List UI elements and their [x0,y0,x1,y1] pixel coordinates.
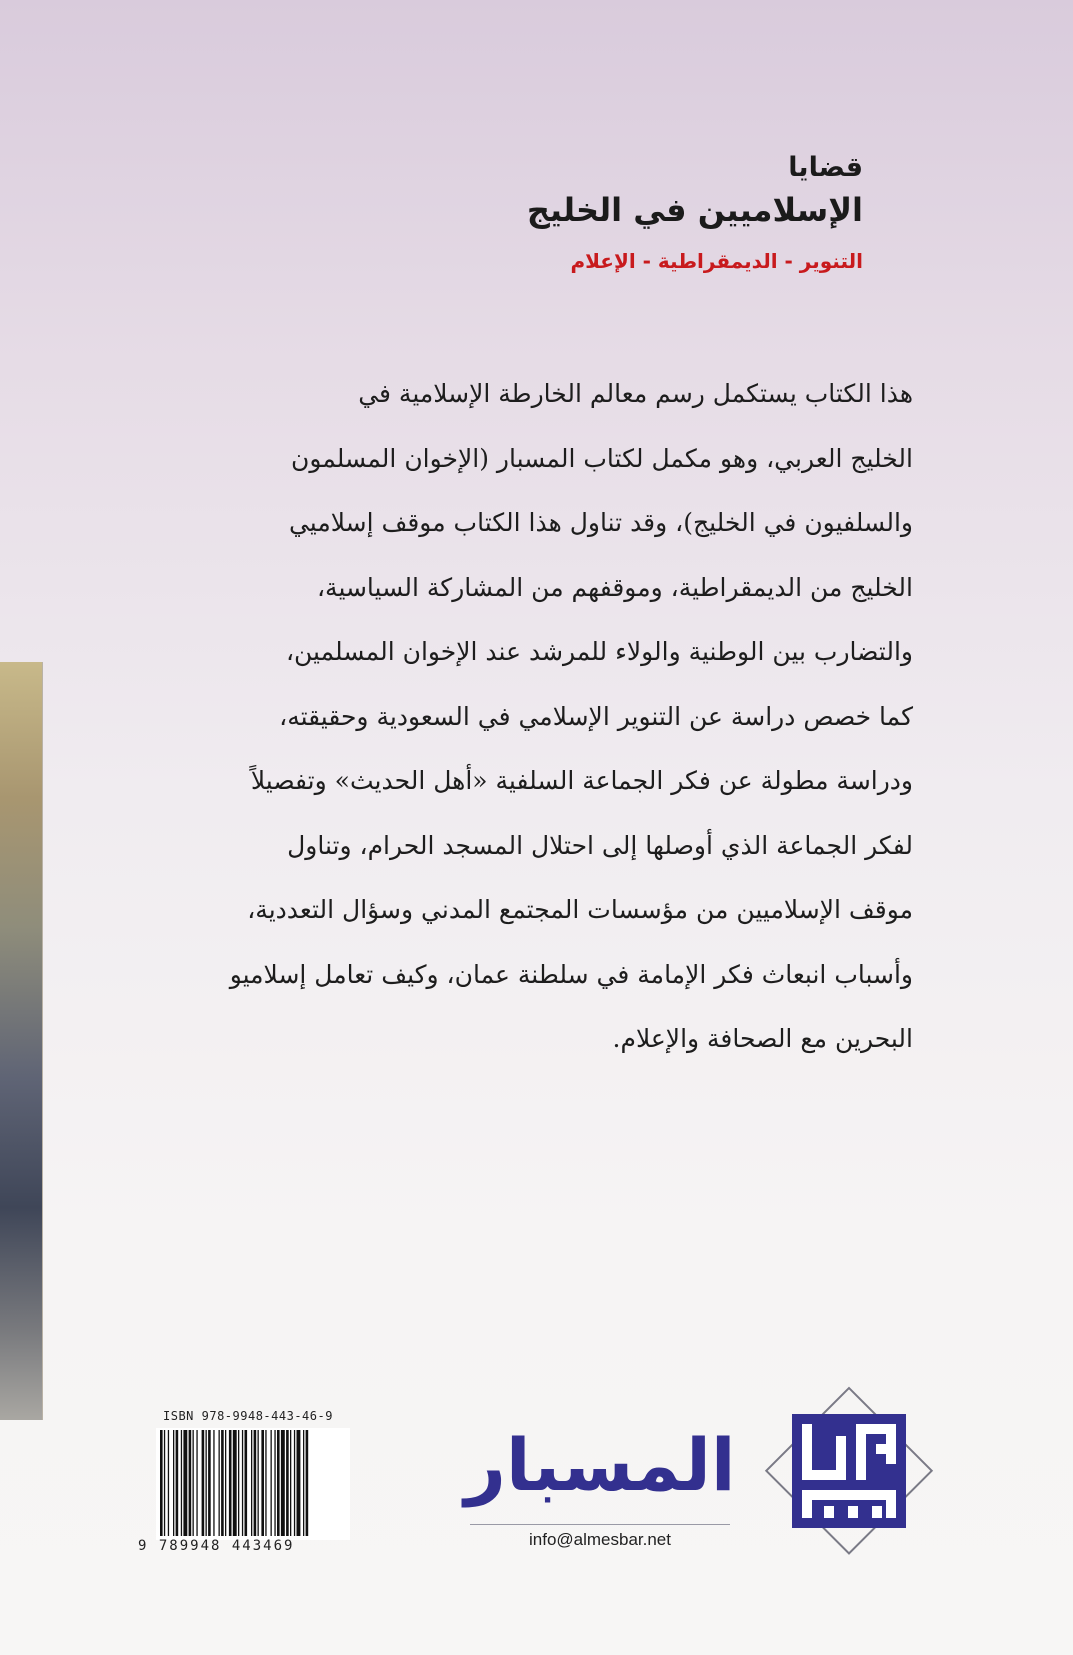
book-title-block [527,150,863,276]
blurb-line: موقف الإسلاميين من مؤسسات المجتمع المدني وسؤال التعددية، [247,895,913,924]
blurb-line: لفكر الجماعة الذي أوصلها إلى احتلال المسجد الحرام، وتناول [287,830,913,860]
book-subtitle: التنوير - الديمقراطية - الإعلام [570,249,863,273]
isbn-label: ISBN 978-9948-443-46-9 [163,1409,333,1423]
title-line-2: الإسلاميين في الخليج [526,191,863,229]
book-blurb [143,362,913,1072]
blurb-line: هذا الكتاب يستكمل رسم معالم الخارطة الإسلامية في [358,379,913,408]
publisher-name: المسبار [464,1423,736,1507]
blurb-line: والتضارب بين الوطنية والولاء للمرشد عند الإخوان المسلمين، [285,637,913,666]
publisher-divider [470,1524,730,1525]
title-line-1: قضايا [788,152,863,183]
blurb-line: البحرين مع الصحافة والإعلام. [612,1024,913,1053]
barcode-icon [156,1428,350,1540]
cover-image-strip [0,662,43,1420]
blurb-line: ودراسة مطولة عن فكر الجماعة السلفية «أهل الحديث» وتفصيلاً [250,766,913,795]
blurb-line: الخليج العربي، وهو مكمل لكتاب المسبار (الإخوان المسلمون [291,443,913,473]
blurb-line: الخليج من الديمقراطية، وموقفهم من المشاركة السياسية، [316,572,913,602]
barcode-digits: 9 789948 443469 [138,1538,295,1554]
blurb-line: كما خصص دراسة عن التنوير الإسلامي في السعودية وحقيقته، [279,701,913,731]
blurb-line: وأسباب انبعاث فكر الإمامة في سلطنة عمان، وكيف تعامل إسلاميو [229,959,913,989]
blurb-line: والسلفيون في الخليج)، وقد تناول هذا الكتاب موقف إسلاميي [288,508,913,537]
publisher-email: info@almesbar.net [528,1530,671,1549]
square-kufic-logo-icon [762,1384,936,1558]
